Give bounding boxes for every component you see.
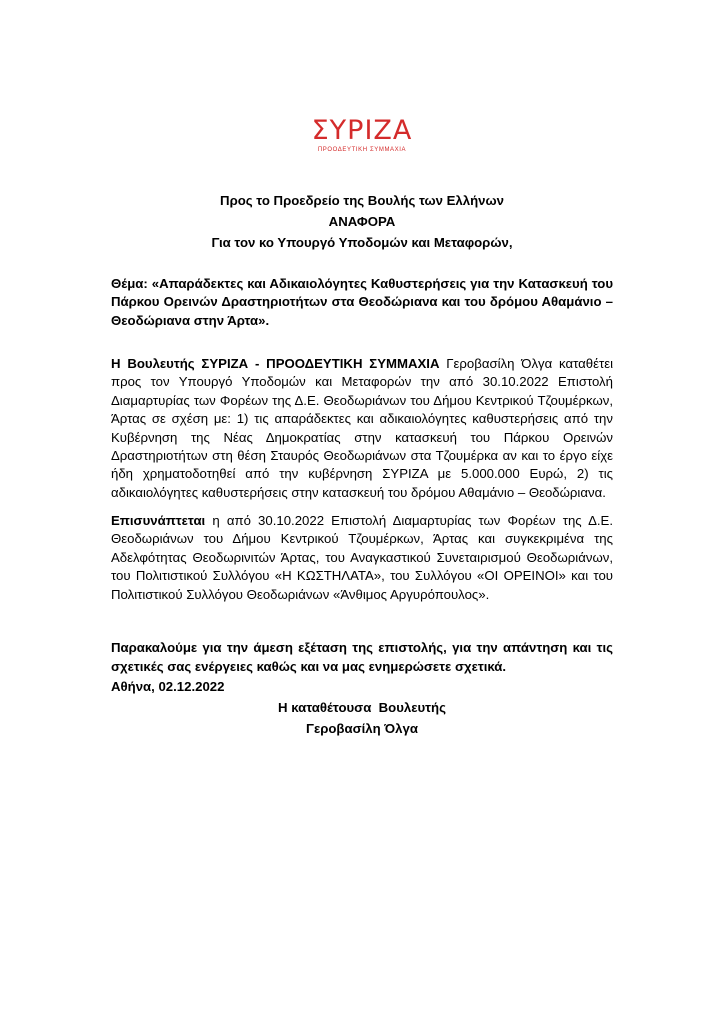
- addressee-line: Για τον κο Υπουργό Υποδομών και Μεταφορών,: [211, 235, 513, 250]
- signer-role: Η καταθέτουσα Βουλευτής: [278, 700, 446, 715]
- recipient-line: Προς το Προεδρείο της Βουλής των Ελλήνων: [220, 193, 504, 208]
- attachment-lead: Επισυνάπτεται: [111, 513, 206, 528]
- place-date: Αθήνα, 02.12.2022: [111, 679, 225, 694]
- logo-wordmark: ΣΥΡΙΖΑ: [311, 115, 413, 146]
- body-paragraph-1-lead: Η Βουλευτής ΣΥΡΙΖΑ - ΠΡΟΟΔΕΥΤΙΚΗ ΣΥΜΜΑΧΙΑ: [111, 356, 440, 371]
- body-paragraph-2-text: η από 30.10.2022 Επιστολή Διαμαρτυρίας των Φορέων της Δ.Ε. Θεοδωριάνων του Δήμου Κεντρικού Τζουμέρκων, Άρτας και συγκεκριμένα της Αδελφότητας Θεοδωρινιτών Άρτας, του Αναγκαστικού Συνεταιρισμού Θεοδωριάνων, του Πολιτιστικού Συλλόγου «Η ΚΩΣΤΗΛΑΤΑ», του Συλλόγου «ΟΙ ΟΡΕΙΝΟΙ» και του Πολιτιστικού Συλλόγου Θεοδωριάνων «Άνθιμος Αργυρόπουλος».: [111, 513, 613, 602]
- logo-subtitle: ΠΡΟΟΔΕΥΤΙΚΗ ΣΥΜΜΑΧΙΑ: [317, 147, 407, 153]
- body-paragraph-2: [111, 512, 613, 604]
- closing-request: Παρακαλούμε για την άμεση εξέταση της επιστολής, για την απάντηση και τις σχετικές σας ενέργειες καθώς και να μας ενημερώσετε σχετικά.: [111, 640, 613, 674]
- party-logo: [296, 116, 428, 153]
- document-type: ΑΝΑΦΟΡΑ: [328, 214, 396, 229]
- signer-name: Γεροβασίλη Όλγα: [306, 721, 418, 736]
- subject-paragraph: Θέμα: «Απαράδεκτες και Αδικαιολόγητες Καθυστερήσεις για την Κατασκευή του Πάρκου Ορεινών Δραστηριοτήτων στα Θεοδώριανα και του δρόμου Αθαμάνιο – Θεοδώριανα στην Άρτα».: [111, 276, 613, 328]
- body-paragraph-1: [111, 355, 613, 502]
- body-paragraph-1-text: Γεροβασίλη Όλγα καταθέτει προς τον Υπουργό Υποδομών και Μεταφορών την από 30.10.2022 Επιστολή Διαμαρτυρίας των Φορέων της Δ.Ε. Θεοδωριάνων του Δήμου Κεντρικού Τζουμέρκων, Άρτας σε σχέση με: 1) τις απαράδεκτες και αδικαιολόγητες καθυστερήσεις από την Κυβέρνηση της Νέας Δημοκρατίας στην κατασκευή του Πάρκου Ορεινών Δραστηριοτήτων στη θέση Σταυρός Θεοδωριάνων στα Τζουμέρκα αν και το έργο είχε ήδη χρηματοδοτηθεί από την κυβέρνηση ΣΥΡΙΖΑ με 5.000.000 Ευρώ, 2) τις αδικαιολόγητες καθυστερήσεις στην κατασκευή του δρόμου Αθαμάνιο – Θεοδώριανα.: [111, 356, 613, 500]
